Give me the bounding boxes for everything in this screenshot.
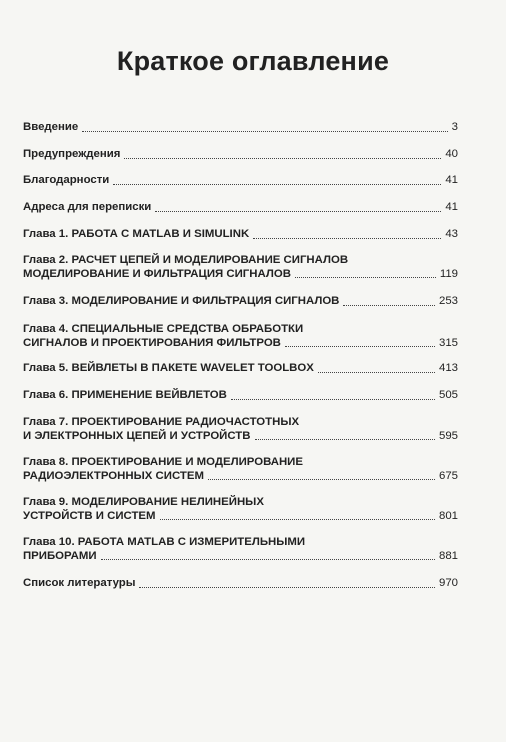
toc-page-number: 119	[439, 267, 458, 280]
toc-page-number: 40	[445, 148, 458, 160]
toc-entry-title: Адреса для переписки	[23, 201, 152, 213]
toc-entry	[23, 228, 458, 242]
dot-leader	[253, 238, 441, 239]
toc-page-number: 3	[451, 121, 458, 133]
toc-page-number: 41	[445, 201, 458, 213]
toc-entry	[23, 201, 458, 215]
dot-leader	[139, 587, 435, 588]
dot-leader	[113, 184, 441, 185]
toc-entry-title-line: МОДЕЛИРОВАНИЕ И ФИЛЬТРАЦИЯ СИГНАЛОВ	[23, 267, 291, 280]
toc-page-number: 595	[438, 429, 458, 442]
dot-leader	[155, 211, 441, 212]
toc-entry	[23, 121, 458, 135]
toc-page-number: 43	[445, 228, 458, 240]
toc-entry	[23, 577, 458, 591]
dot-leader	[343, 305, 435, 306]
dot-leader	[318, 372, 435, 373]
toc-entry-title-line: Глава 7. ПРОЕКТИРОВАНИЕ РАДИОЧАСТОТНЫХ	[23, 416, 300, 428]
toc-entry-title: Глава 6. ПРИМЕНЕНИЕ ВЕЙВЛЕТОВ	[23, 389, 227, 401]
dot-leader	[208, 479, 435, 480]
toc-entry	[23, 536, 458, 563]
toc-page-number: 881	[438, 549, 458, 562]
dot-leader	[82, 131, 447, 132]
toc-entry	[23, 416, 458, 443]
toc-entry-title-line: Глава 10. РАБОТА MATLAB С ИЗМЕРИТЕЛЬНЫМИ	[23, 536, 306, 548]
toc-entry-title: Глава 3. МОДЕЛИРОВАНИЕ И ФИЛЬТРАЦИЯ СИГНАЛОВ	[23, 295, 340, 307]
toc-entry-title-line: СИГНАЛОВ И ПРОЕКТИРОВАНИЯ ФИЛЬТРОВ	[23, 336, 281, 349]
toc-entry	[23, 174, 458, 188]
toc-page-number: 315	[438, 336, 458, 349]
toc-entry-title: Предупреждения	[23, 148, 121, 160]
toc-entry	[23, 323, 458, 350]
toc-entry-title-line: УСТРОЙСТВ И СИСТЕМ	[23, 509, 156, 522]
toc-entry-title: Введение	[23, 121, 79, 133]
toc-entry-title: Список литературы	[23, 577, 136, 589]
dot-leader	[295, 277, 436, 278]
toc-entry	[23, 389, 458, 403]
toc-entry-title-line: РАДИОЭЛЕКТРОННЫХ СИСТЕМ	[23, 469, 204, 482]
dot-leader	[101, 559, 435, 560]
toc-entry	[23, 295, 458, 309]
dot-leader	[285, 346, 435, 347]
toc-entry-title: Благодарности	[23, 174, 110, 186]
toc-entry	[23, 148, 458, 162]
dot-leader	[255, 439, 435, 440]
toc-entry-title-line: Глава 9. МОДЕЛИРОВАНИЕ НЕЛИНЕЙНЫХ	[23, 496, 264, 508]
toc-entry	[23, 496, 458, 523]
page-title: Краткое оглавление	[116, 46, 390, 76]
toc-entry-title: Глава 1. РАБОТА С MATLAB И SIMULINK	[23, 228, 250, 240]
toc-entry	[23, 254, 458, 281]
toc-page-number: 413	[438, 362, 458, 374]
toc-entry-title-line: Глава 2. РАСЧЕТ ЦЕПЕЙ И МОДЕЛИРОВАНИЕ СИГНАЛОВ	[23, 254, 349, 266]
toc-entry	[23, 456, 458, 483]
toc-page-number: 41	[445, 174, 458, 186]
toc-page-number: 505	[438, 389, 458, 401]
toc-page-number: 970	[438, 577, 458, 589]
dot-leader	[124, 158, 441, 159]
toc-page-number: 253	[438, 295, 458, 307]
toc-entry	[23, 362, 458, 376]
toc-entry-title-line: И ЭЛЕКТРОННЫХ ЦЕПЕЙ И УСТРОЙСТВ	[23, 429, 251, 442]
toc-entry-title-line: ПРИБОРАМИ	[23, 549, 97, 562]
toc-entry-title: Глава 5. ВЕЙВЛЕТЫ В ПАКЕТЕ WAVELET TOOLBOX	[23, 362, 314, 374]
toc-page-number: 675	[438, 469, 458, 482]
toc-entry-title-line: Глава 4. СПЕЦИАЛЬНЫЕ СРЕДСТВА ОБРАБОТКИ	[23, 323, 304, 335]
toc-entry-title-line: Глава 8. ПРОЕКТИРОВАНИЕ И МОДЕЛИРОВАНИЕ	[23, 456, 303, 468]
dot-leader	[160, 519, 435, 520]
dot-leader	[231, 399, 435, 400]
toc-page-number: 801	[438, 509, 458, 522]
